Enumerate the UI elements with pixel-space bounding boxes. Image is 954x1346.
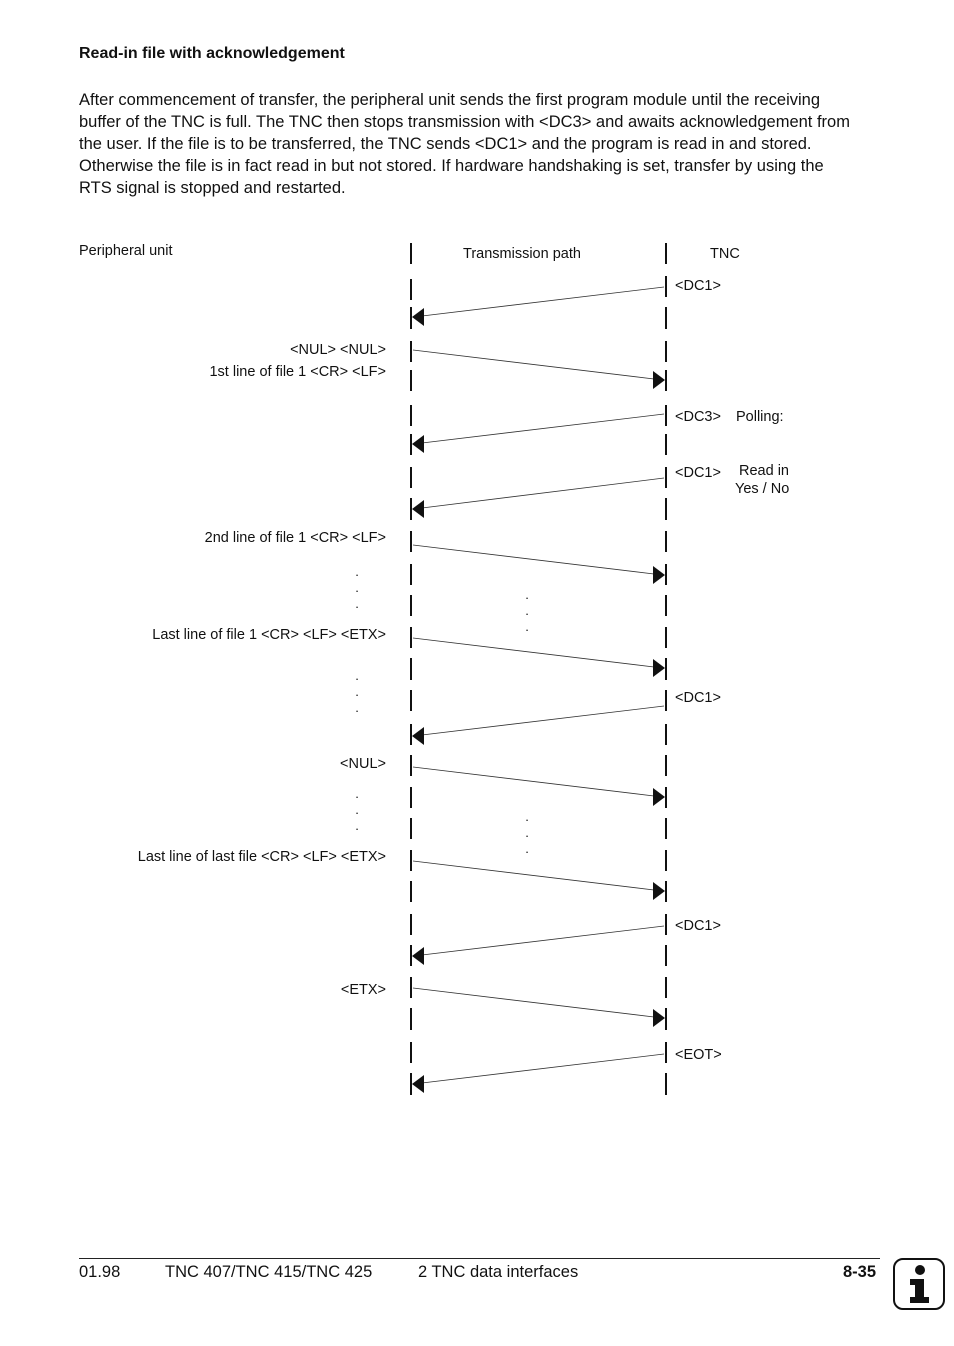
message-dc1-c bbox=[412, 706, 664, 745]
message-eot bbox=[412, 1054, 664, 1093]
ellipsis-left-1: . . . bbox=[355, 564, 359, 611]
message-dc1-d bbox=[412, 926, 664, 965]
section-title: Read-in file with acknowledgement bbox=[79, 45, 345, 62]
message-last-line-last-file bbox=[413, 861, 665, 900]
message-dc1-a bbox=[412, 287, 664, 326]
label-second-line: 2nd line of file 1 <CR> <LF> bbox=[204, 530, 386, 546]
ellipsis-left-2: . . . bbox=[355, 668, 359, 715]
section-body: After commencement of transfer, the peripheral unit sends the first program module until the receiving buffer of the TNC is full. The TNC then stops transmission with <DC3> and awaits acknowledgement from the user. If the file is to be transferred, the TNC sends <DC1> and the program is read in and stored. Otherwise the file is in fact read in but not stored. If hardware handshaking is set, transfer by using the RTS signal is stopped and restarted. bbox=[79, 91, 850, 197]
ellipsis-middle-1: . . . bbox=[525, 587, 529, 634]
label-nul: <NUL> bbox=[340, 756, 386, 772]
label-nul-nul: <NUL> <NUL> bbox=[290, 342, 386, 358]
info-icon bbox=[893, 1258, 945, 1310]
footer-rule bbox=[79, 1258, 880, 1259]
header-tnc: TNC bbox=[710, 246, 740, 262]
label-dc1-c: <DC1> bbox=[675, 690, 721, 706]
label-last-line-last-file: Last line of last file <CR> <LF> <ETX> bbox=[137, 849, 386, 865]
label-last-line-file1: Last line of file 1 <CR> <LF> <ETX> bbox=[152, 627, 386, 643]
footer-chapter: 2 TNC data interfaces bbox=[418, 1263, 579, 1281]
message-last-line-file1 bbox=[413, 638, 665, 677]
label-dc3: <DC3> bbox=[675, 409, 721, 425]
message-dc1-b bbox=[412, 478, 664, 518]
header-peripheral-unit: Peripheral unit bbox=[79, 243, 173, 259]
footer-model: TNC 407/TNC 415/TNC 425 bbox=[165, 1263, 373, 1281]
label-read-in: Read in bbox=[739, 463, 789, 479]
label-dc1-d: <DC1> bbox=[675, 918, 721, 934]
label-polling: Polling: bbox=[736, 409, 784, 425]
label-first-line: 1st line of file 1 <CR> <LF> bbox=[209, 364, 386, 380]
message-second-line bbox=[413, 545, 665, 584]
label-etx: <ETX> bbox=[340, 982, 386, 998]
ellipsis-left-3: . . . bbox=[355, 786, 359, 833]
message-nul bbox=[413, 767, 665, 806]
label-yes-no: Yes / No bbox=[735, 481, 790, 497]
label-dc1-b: <DC1> bbox=[675, 465, 721, 481]
message-etx bbox=[413, 988, 665, 1027]
message-first-line bbox=[413, 350, 665, 389]
header-transmission-path: Transmission path bbox=[463, 246, 581, 262]
message-dc3 bbox=[412, 414, 664, 453]
footer-date: 01.98 bbox=[79, 1263, 121, 1281]
footer-page-number: 8-35 bbox=[843, 1263, 877, 1281]
ellipsis-middle-2: . . . bbox=[525, 809, 529, 856]
label-eot: <EOT> bbox=[675, 1047, 722, 1063]
label-dc1-a: <DC1> bbox=[675, 278, 721, 294]
